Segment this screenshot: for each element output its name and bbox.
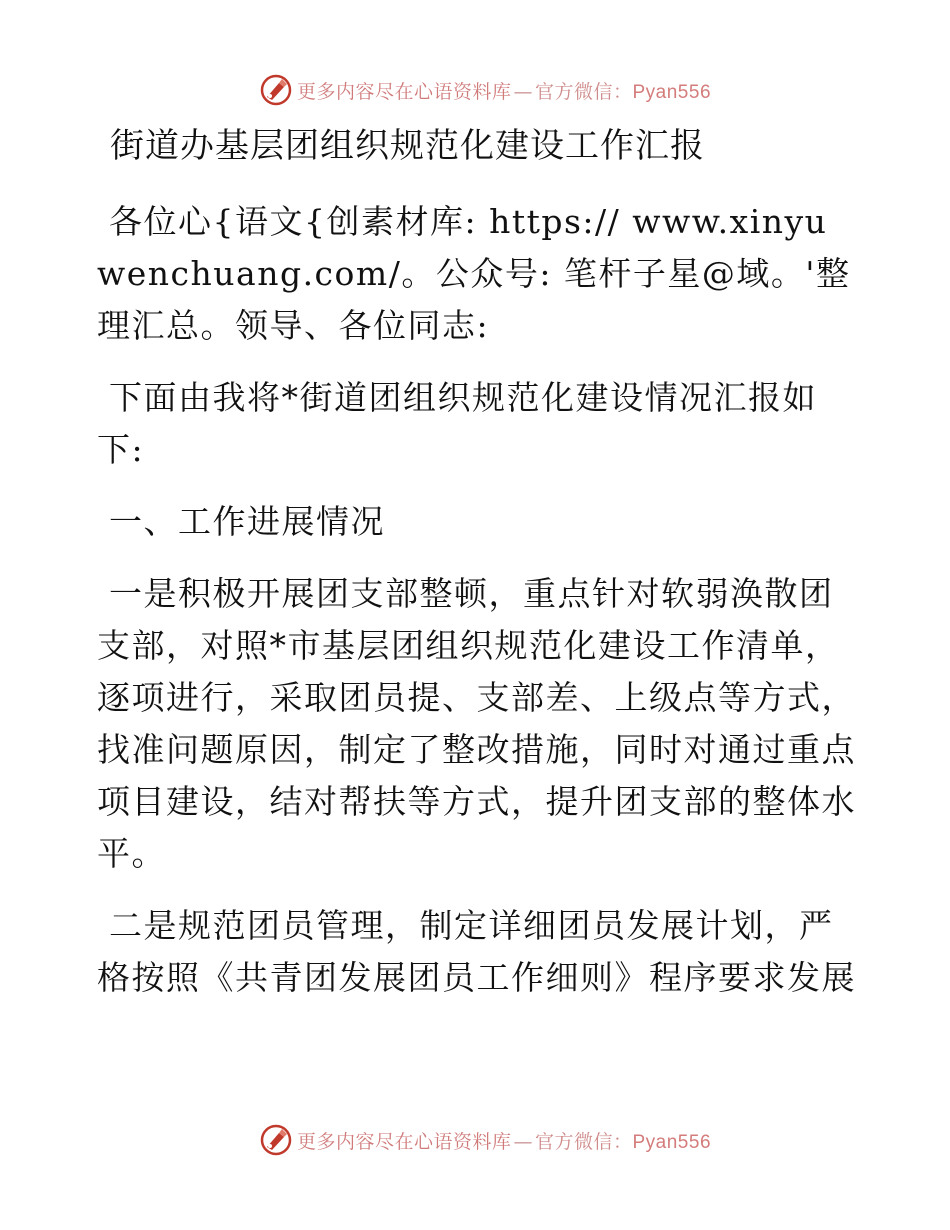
- header-banner-content: [259, 73, 711, 107]
- pen-nib-logo-icon: [259, 1123, 293, 1157]
- pen-nib-logo-icon: [259, 73, 293, 107]
- banner-main-text: 更多内容尽在心语资料库: [296, 80, 512, 103]
- header-banner: [0, 72, 950, 108]
- paragraph-greeting-text: 各位心{语文{创素材库: https:// www.xinyuwenchuang.com/。公众号: 笔杆子星@域。'整理汇总。领导、各位同志:: [97, 202, 851, 345]
- document-title: 街道办基层团组织规范化建设工作汇报: [110, 126, 705, 166]
- section-heading: [97, 496, 857, 548]
- paragraph-point-one: [97, 568, 857, 880]
- paragraph-greeting: [97, 196, 857, 352]
- footer-banner-content: [259, 1123, 711, 1157]
- document-body: [97, 196, 857, 1024]
- paragraph-point-two: [97, 900, 857, 1004]
- banner-main-text: 更多内容尽在心语资料库: [296, 1130, 512, 1153]
- paragraph-point-two-text: 二是规范团员管理，制定详细团员发展计划，严格按照《共青团发展团员工作细则》程序要求发展: [97, 906, 856, 997]
- paragraph-intro: [97, 372, 857, 476]
- paragraph-intro-text: 下面由我将*街道团组织规范化建设情况汇报如下:: [97, 378, 817, 469]
- banner-dash: —: [513, 1130, 533, 1153]
- banner-dash: —: [513, 80, 533, 103]
- header-banner-text: [297, 77, 711, 104]
- banner-wechat-label: 官方微信：: [534, 1130, 633, 1153]
- banner-wechat-label: 官方微信：: [534, 80, 633, 103]
- banner-wechat-id: Pyan556: [632, 1131, 712, 1153]
- banner-wechat-id: Pyan556: [632, 81, 712, 103]
- section-heading-text: 一、工作进展情况: [109, 502, 385, 541]
- footer-banner: [0, 1122, 950, 1158]
- paragraph-point-one-text: 一是积极开展团支部整顿，重点针对软弱涣散团支部，对照*市基层团组织规范化建设工作清单，逐项进行，采取团员提、支部差、上级点等方式，找准问题原因，制定了整改措施，同时对通过重点项目建设，结对帮扶等方式，提升团支部的整体水平。: [97, 574, 856, 873]
- footer-banner-text: [297, 1127, 711, 1154]
